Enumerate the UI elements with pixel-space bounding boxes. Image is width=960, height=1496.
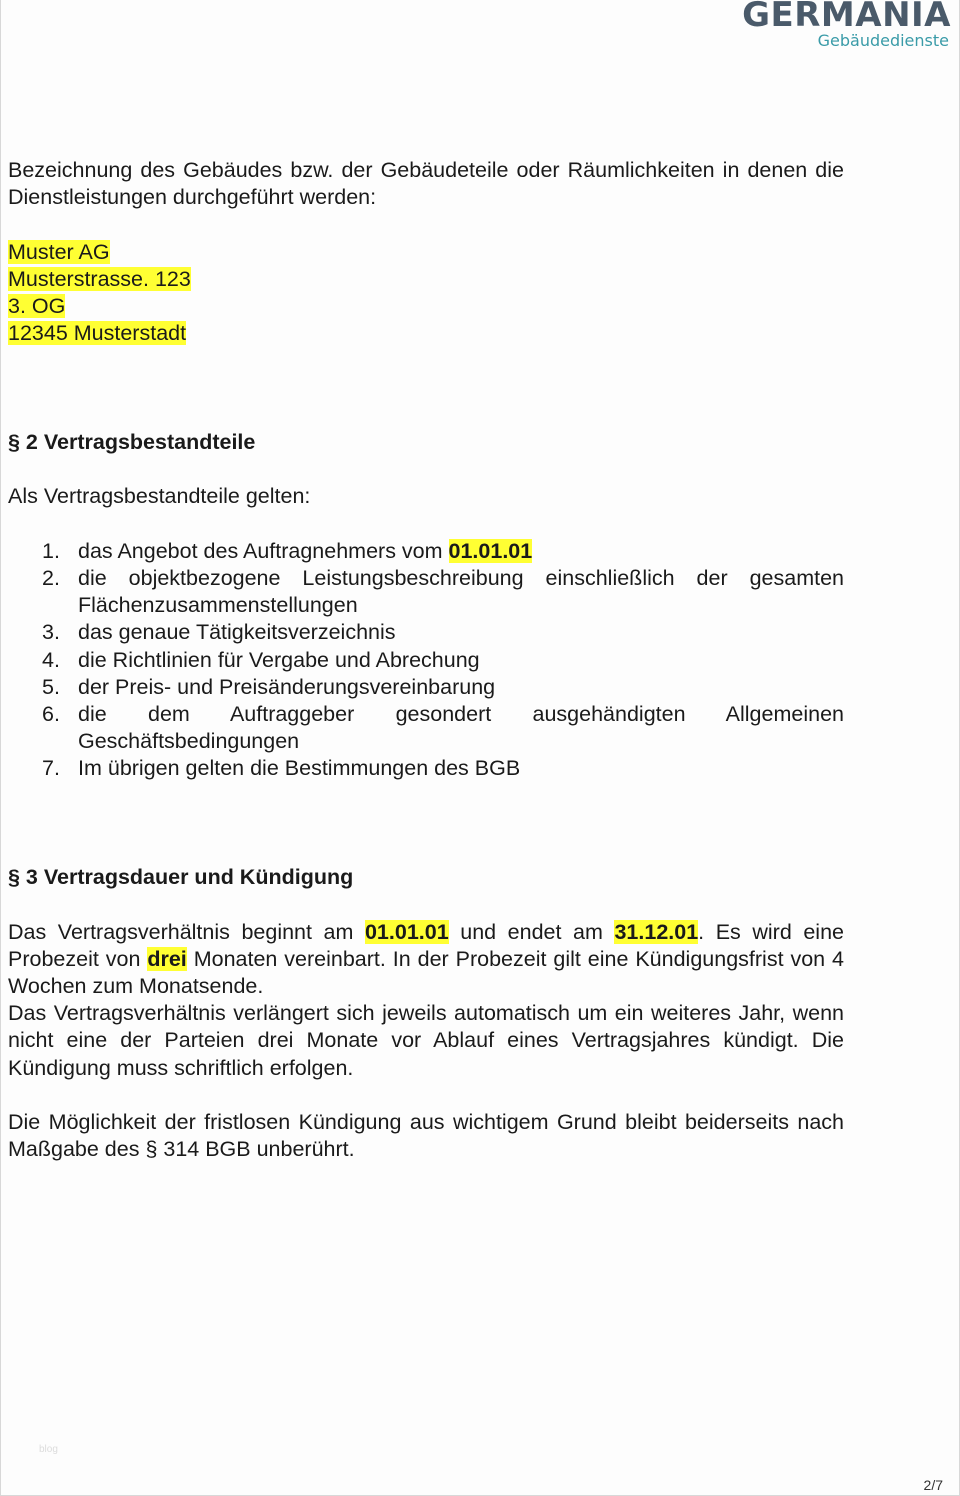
contract-components-list [8,538,844,783]
list-item-text: die objektbezogene Leistungsbeschreibung einschließlich der gesamten Flächenzusammenstellungen [78,565,844,618]
logo-subtitle: Gebäudedienste [817,31,949,50]
address-line-company: Muster AG [8,239,110,264]
list-item: 1. das Angebot des Auftragnehmers vom 01.01.01 [42,538,533,563]
list-item-text: die Richtlinien für Vergabe und Abrechung [78,647,480,672]
address-line-floor: 3. OG [8,294,66,318]
list-item-text: der Preis- und Preisänderungsvereinbarung [78,674,496,699]
list-item: 4. die Richtlinien für Vergabe und Abrechung [42,647,480,672]
renewal-paragraph: Das Vertragsverhältnis verlängert sich jeweils automatisch um ein weiteres Jahr, wenn nicht eine der Parteien drei Monate vor Ablauf eines Vertragsjahres kündigt. Die Kündigung muss schriftlich erfolgen. [8,1001,844,1080]
address-line-city: 12345 Musterstadt [8,321,187,346]
list-item-text: Im übrigen gelten die Bestimmungen des BGB [78,756,521,781]
probation-period: drei [147,946,187,971]
contract-term-paragraph: Das Vertragsverhältnis beginnt am 01.01.01 und endet am 31.12.01. Es wird eine Probezeit von drei Monaten vereinbart. In der Probezeit gilt eine Kündigungsfrist von 4 Wochen zum Monatsende. [8,919,844,998]
section-3-heading: § 3 Vertragsdauer und Kündigung [8,865,354,890]
document-body [8,157,844,1163]
contract-end-date: 31.12.01 [614,919,699,944]
list-item: 6. die dem Auftraggeber gesondert ausgehändigten Allgemeinen Geschäftsbedingungen [42,702,844,754]
company-logo [742,0,951,50]
list-item-text: das genaue Tätigkeitsverzeichnis [78,620,396,645]
section-2-heading: § 2 Vertragsbestandteile [8,430,256,454]
list-item: 3. das genaue Tätigkeitsverzeichnis [42,620,396,645]
list-item: 5. der Preis- und Preisänderungsvereinbarung [42,674,496,699]
list-item: 7. Im übrigen gelten die Bestimmungen des BGB [42,756,521,781]
list-item-text: die dem Auftraggeber gesondert ausgehändigten Allgemeinen Geschäftsbedingungen [78,702,844,754]
termination-paragraph: Die Möglichkeit der fristlosen Kündigung aus wichtigem Grund bleibt beiderseits nach Maßgabe des § 314 BGB unberührt. [8,1110,844,1162]
offer-date: 01.01.01 [448,538,533,563]
section-2-intro: Als Vertragsbestandteile gelten: [8,484,311,509]
address-block [8,239,844,348]
watermark: blog [39,1444,58,1455]
list-item-text: das Angebot des Auftragnehmers vom [78,538,449,563]
page-number: 2/7 [923,1477,943,1493]
list-item: 2. die objektbezogene Leistungsbeschreibung einschließlich der gesamten Flächenzusammenstellungen [42,565,844,618]
address-line-street: Musterstrasse. 123 [8,266,191,291]
building-description-intro: Bezeichnung des Gebäudes bzw. der Gebäudeteile oder Räumlichkeiten in denen die Dienstleistungen durchgeführt werden: [8,158,844,210]
contract-start-date: 01.01.01 [364,919,449,944]
logo-name: GERMANIA [742,0,951,35]
